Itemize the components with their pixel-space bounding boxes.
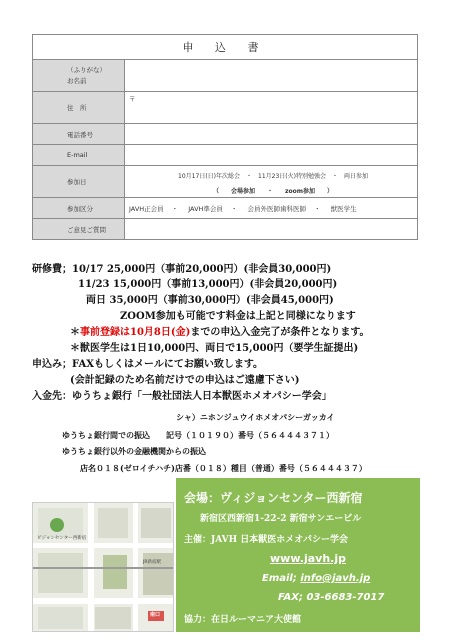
deadline-rest: までの申込入金完了が条件となります。 bbox=[190, 327, 370, 338]
venue-text: 会場：ヴィジョンセンター西新宿 bbox=[184, 491, 363, 505]
name-label-cell bbox=[33, 60, 125, 92]
category-field[interactable]: JAVH正会員 ・ JAVH準会員 ・ 会員外医師歯科医師 ・ 獣医学生 bbox=[125, 198, 418, 219]
fee-line-4: ZOOM参加も可能です料金は上記と同様になります bbox=[120, 311, 356, 322]
category-label: 参加区分 bbox=[33, 198, 125, 219]
website-link[interactable]: www.javh.jp bbox=[270, 552, 346, 565]
deadline-prefix: ＊ bbox=[70, 327, 80, 338]
category-option[interactable]: JAVH正会員 bbox=[129, 204, 164, 213]
furigana-label: （ふりがな） bbox=[67, 65, 106, 74]
map-label-exit: 南口 bbox=[150, 612, 161, 618]
deadline-highlight: 事前登録は10月8日(金) bbox=[80, 327, 191, 338]
deadline-note bbox=[70, 326, 370, 340]
application-form bbox=[32, 34, 418, 240]
attend-mode: （ 会場参加 ・ zoom参加 ） bbox=[213, 187, 333, 195]
branch-info: 店名０１８(ゼロイチハチ)店番（０１８）種目（普通）番号（５６４４４３７） bbox=[80, 463, 367, 473]
event-info-box bbox=[176, 478, 420, 632]
phone-label: 電話番号 bbox=[33, 124, 125, 145]
email-link[interactable]: info@javh.jp bbox=[300, 573, 371, 584]
payment-destination: 入金先：ゆうちょ銀行「一般社団法人日本獣医ホメオパシー学会」 bbox=[32, 391, 332, 402]
map-label-station: JR新宿駅 bbox=[143, 560, 161, 565]
map-label-venue: ビジョンセンター西新宿 bbox=[37, 536, 87, 541]
fax-number: FAX; 03-6683-7017 bbox=[278, 592, 385, 603]
venue-map bbox=[32, 502, 174, 632]
postal-mark: 〒 bbox=[129, 95, 136, 103]
application-method: 申込み；FAXもしくはメールにてお願い致します。 bbox=[32, 359, 264, 370]
category-option[interactable]: 獣医学生 bbox=[330, 204, 357, 213]
email-prefix: Email; bbox=[262, 573, 301, 584]
category-option[interactable]: 会員外医師歯科医師 bbox=[247, 204, 306, 213]
fee-line-3: 両日 35,000円（事前30,000円）(非会員45,000円) bbox=[86, 295, 334, 306]
attend-field[interactable] bbox=[125, 166, 418, 198]
email-field[interactable] bbox=[125, 145, 418, 166]
opinion-field[interactable] bbox=[125, 219, 418, 240]
bank-transfer-yucho: ゆうちょ銀行間での振込 記号（１０１９０）番号（５６４４４３７１） bbox=[62, 430, 334, 440]
address-field[interactable] bbox=[125, 92, 418, 124]
form-title: 申 込 書 bbox=[33, 35, 418, 60]
name-label: お名前 bbox=[67, 76, 87, 85]
organizer-text: 主催：JAVH 日本獣医ホメオパシー学会 bbox=[184, 535, 349, 545]
attend-options: 10月17日(日)年次総会 ・ 11月23日(火)特別勉強会 ・ 両日参加 bbox=[178, 172, 368, 180]
cooperation-text: 協力：在日ルーマニア大使館 bbox=[184, 615, 302, 625]
email-line bbox=[262, 573, 370, 584]
fee-line-1: 研修費；10/17 25,000円（事前20,000円）(非会員30,000円) bbox=[32, 264, 332, 275]
attend-label: 参加日 bbox=[33, 166, 125, 198]
name-field[interactable] bbox=[125, 60, 418, 92]
fee-line-2: 11/23 15,000円（事前13,000円）(非会員20,000円) bbox=[78, 279, 338, 290]
email-label: E-mail bbox=[33, 145, 125, 166]
student-fee-note: ＊獣医学生は1日10,000円、両日で15,000円（要学生証提出) bbox=[70, 343, 359, 354]
category-option[interactable]: JAVH準会員 bbox=[188, 204, 223, 213]
venue-address: 新宿区西新宿1-22-2 新宿サンエービル bbox=[200, 514, 362, 524]
application-note: (会計記録のため名前だけでの申込はご遠慮下さい) bbox=[70, 375, 300, 386]
phone-field[interactable] bbox=[125, 124, 418, 145]
bank-transfer-other: ゆうちょ銀行以外の金融機関からの振込 bbox=[62, 446, 206, 456]
address-label: 住 所 bbox=[33, 92, 125, 124]
account-kana: シャ）ニホンジュウイホメオパシーガッカイ bbox=[176, 412, 335, 422]
opinion-label: ご意見ご質問 bbox=[33, 219, 125, 240]
